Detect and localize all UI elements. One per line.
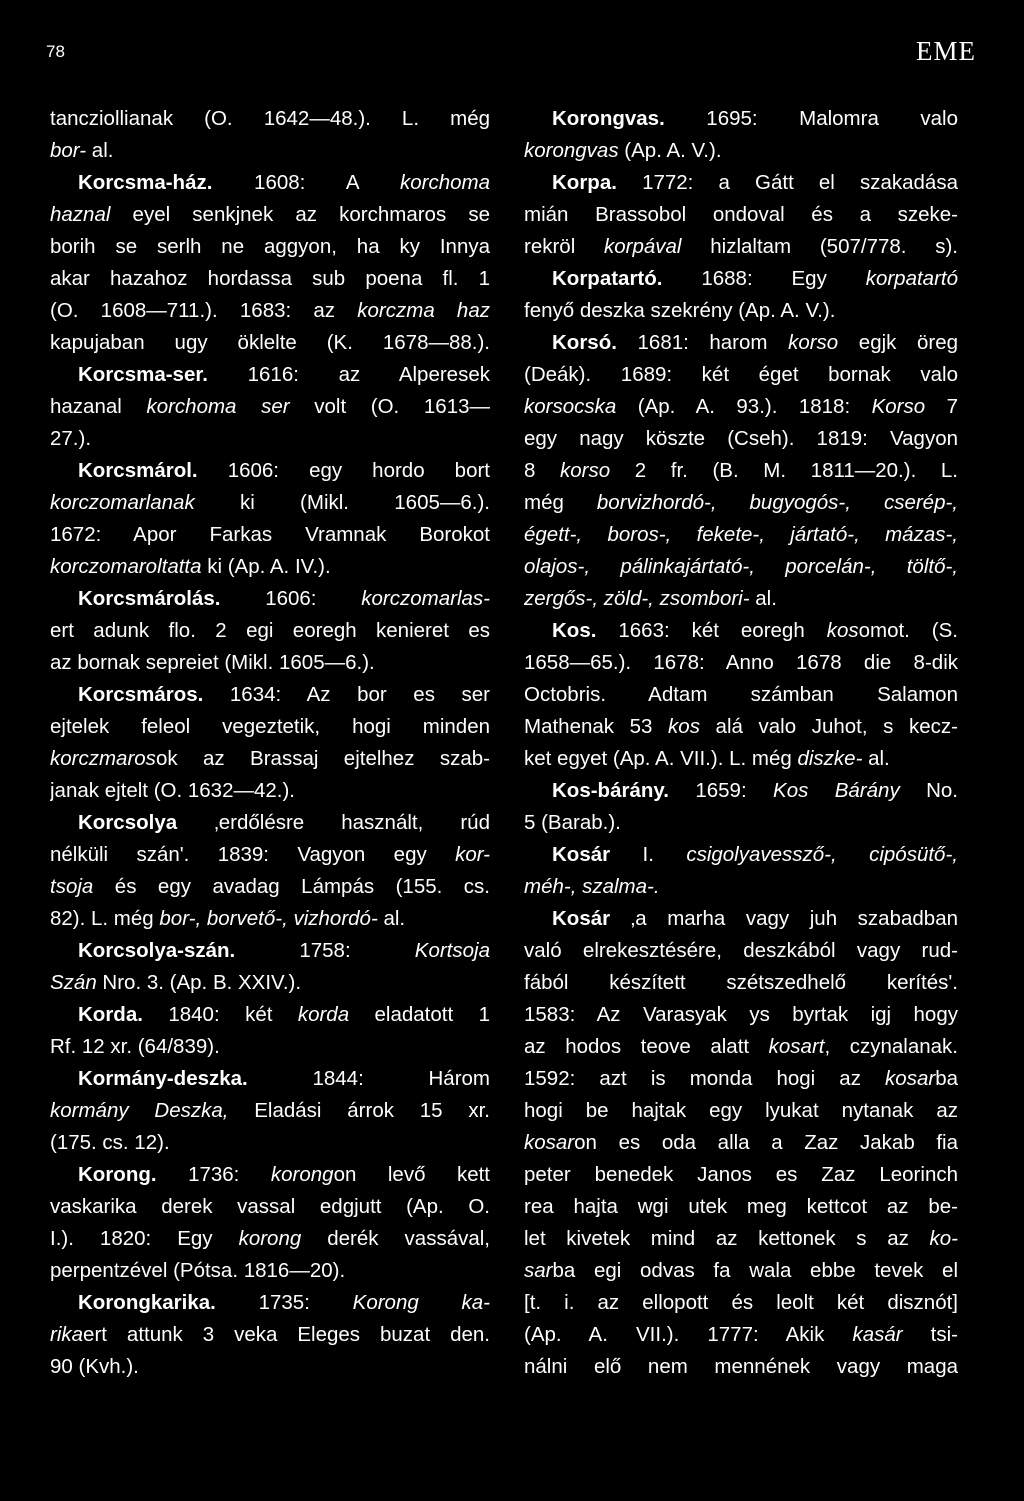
text-segment: volt (O. 1613— (289, 395, 490, 418)
page-number: 78 (46, 42, 65, 61)
text-line (524, 1223, 958, 1255)
text-line (50, 423, 490, 455)
entry-headword: Korongkarika. (78, 1291, 216, 1314)
italic-text: korczomarlanak (50, 491, 195, 514)
text-segment: mián Brassobol ondoval és a szeke- (524, 203, 958, 226)
text-line (524, 1031, 958, 1063)
text-segment: on es oda alla a Zaz Jakab fia (574, 1131, 958, 1154)
text-segment: Nro. 3. (Ap. B. XXIV.). (96, 971, 302, 994)
text-line (50, 103, 490, 135)
italic-text: korchoma (399, 171, 490, 194)
text-line (524, 1319, 958, 1351)
entry-headword: Korsó. (552, 331, 617, 354)
text-segment: kapujaban ugy öklelte (K. 1678—88.). (50, 331, 490, 354)
text-line (524, 871, 958, 903)
italic-text: borvizhordó-, bugyogós-, cserép-, (596, 491, 958, 514)
text-segment: ert attunk 3 veka Eleges buzat den. (83, 1323, 490, 1346)
text-segment: tsi- (902, 1323, 958, 1346)
italic-text: zergős-, zöld-, zsombori- (524, 587, 750, 610)
text-line (50, 135, 490, 167)
text-segment: hizlaltam (507/778. s). (681, 235, 958, 258)
entry-headword: Korcsmáros. (78, 683, 204, 706)
text-segment: ki (Mikl. 1605—6.). (194, 491, 490, 514)
text-segment: fenyő deszka szekrény (Ap. A. V.). (524, 299, 836, 322)
text-line (50, 775, 490, 807)
text-segment: (Ap. A. 93.). 1818: (616, 395, 872, 418)
text-line (50, 327, 490, 359)
text-line (50, 1319, 490, 1351)
text-line (524, 1127, 958, 1159)
italic-text: csigolyavessző-, cipósütő-, (686, 843, 958, 866)
text-segment: 1844: Három (247, 1067, 490, 1090)
text-line (50, 1159, 490, 1191)
text-line (50, 1127, 490, 1159)
entry-headword: Kos. (552, 619, 597, 642)
text-segment: egy nagy köszte (Cseh). 1819: Vagyon (524, 427, 958, 450)
text-line (50, 1063, 490, 1095)
text-segment: 7 (925, 395, 958, 418)
text-segment: 1736: (156, 1163, 271, 1186)
entry-headword: Kosár (552, 843, 611, 866)
text-segment: (175. cs. 12). (50, 1131, 170, 1154)
right-column (524, 103, 958, 1383)
text-line (524, 1351, 958, 1383)
text-segment: tancziollianak (O. 1642—48.). L. még (50, 107, 490, 130)
text-line (50, 679, 490, 711)
text-segment: 1658—65.). 1678: Anno 1678 die 8-dik (524, 651, 958, 674)
text-line (524, 263, 958, 295)
text-line (524, 711, 958, 743)
text-segment: 1583: Az Varasyak ys byrtak igj hogy (524, 1003, 958, 1026)
italic-text: kormány Deszka, (50, 1099, 229, 1122)
entry-headword: Korpa. (552, 171, 617, 194)
text-segment: alá valo Juhot, s kecz- (699, 715, 958, 738)
text-segment: 1634: Az bor es ser (203, 683, 490, 706)
text-segment: 1659: (668, 779, 774, 802)
text-line (50, 615, 490, 647)
text-segment: 1772: a Gátt el szakadása (616, 171, 958, 194)
text-segment: 2 fr. (B. M. 1811—20.). L. (610, 459, 958, 482)
entry-headword: Korda. (78, 1003, 143, 1026)
text-segment: rekröl (524, 235, 604, 258)
italic-text: kasár (852, 1323, 903, 1346)
text-line (50, 1191, 490, 1223)
text-line (50, 519, 490, 551)
text-segment: fából készített szétszedhelő kerítés'. (524, 971, 958, 994)
text-segment: ert adunk flo. 2 egi eoregh kenieret es (50, 619, 490, 642)
text-segment: ket egyet (Ap. A. VII.). L. még (524, 747, 798, 770)
text-segment: I. (610, 843, 687, 866)
text-segment: let kivetek mind az kettonek s az (524, 1227, 930, 1250)
text-segment: akar hazahoz hordassa sub poena fl. 1 (50, 267, 490, 290)
text-segment: borih se serlh ne aggyon, ha ky Innya (50, 235, 490, 258)
text-line (50, 199, 490, 231)
text-segment: ki (Ap. A. IV.). (201, 555, 331, 578)
italic-text: kosar (524, 1131, 575, 1154)
text-segment: I.). 1820: Egy (50, 1227, 239, 1250)
text-line (50, 455, 490, 487)
entry-headword: Kos-bárány. (552, 779, 669, 802)
journal-mark: EME (916, 36, 976, 66)
text-line (50, 583, 490, 615)
text-line (524, 327, 958, 359)
entry-headword: Korcsma-ser. (78, 363, 208, 386)
text-line (50, 551, 490, 583)
italic-text: kosar (885, 1067, 936, 1090)
text-segment: 8 (524, 459, 561, 482)
text-line (50, 999, 490, 1031)
text-segment: ‚a marha vagy juh szabadban (610, 907, 958, 930)
text-segment: ok az Brassaj ejtelhez szab- (155, 747, 490, 770)
text-line (524, 647, 958, 679)
text-segment: 1672: Apor Farkas Vramnak Borokot (50, 523, 490, 546)
text-line (524, 999, 958, 1031)
text-line (50, 487, 490, 519)
text-line (524, 551, 958, 583)
text-segment: 27.). (50, 427, 92, 450)
text-line (524, 167, 958, 199)
italic-text: rika (50, 1323, 84, 1346)
text-segment: 5 (Barab.). (524, 811, 621, 834)
italic-text: olajos-, pálinkajártató-, porcelán-, töltő-, (524, 555, 958, 578)
text-segment: Rf. 12 xr. (64/839). (50, 1035, 220, 1058)
text-segment: az hodos teove alatt (524, 1035, 769, 1058)
text-line (524, 1159, 958, 1191)
italic-text: égett-, boros-, fekete-, jártató-, mázas-, (524, 523, 958, 546)
text-line (524, 775, 958, 807)
italic-text: kos (668, 715, 700, 738)
text-segment: 1608: A (212, 171, 400, 194)
text-line (524, 1095, 958, 1127)
entry-headword: Korpatartó. (552, 267, 663, 290)
italic-text: bor-, borvető-, vizhordó- (159, 907, 378, 930)
text-segment: al. (86, 139, 114, 162)
text-line (524, 231, 958, 263)
entry-headword: Korongvas. (552, 107, 665, 130)
text-line (50, 1095, 490, 1127)
text-segment: vaskarika derek vassal edgjutt (Ap. O. (50, 1195, 490, 1218)
italic-text: Kortsoja (414, 939, 490, 962)
text-segment: 1688: Egy (662, 267, 866, 290)
text-segment: való elrekesztésére, deszkából vagy rud- (524, 939, 958, 962)
text-segment: (O. 1608—711.). 1683: az (50, 299, 358, 322)
italic-text: ko- (929, 1227, 958, 1250)
text-segment: al. (377, 907, 406, 930)
text-line (524, 615, 958, 647)
italic-text: Szán (50, 971, 97, 994)
text-line (50, 167, 490, 199)
italic-text: Korso (871, 395, 926, 418)
text-line (50, 231, 490, 263)
text-line (524, 487, 958, 519)
text-segment: még (524, 491, 597, 514)
text-segment: peter benedek Janos es Zaz Leorinch (524, 1163, 958, 1186)
text-segment: ba (935, 1067, 958, 1090)
text-segment: és egy avadag Lámpás (155. cs. (93, 875, 490, 898)
text-line (50, 1031, 490, 1063)
text-segment: (Ap. A. VII.). 1777: Akik (524, 1323, 853, 1346)
italic-text: diszke- (797, 747, 863, 770)
text-line (524, 455, 958, 487)
text-line (524, 135, 958, 167)
text-line (50, 1255, 490, 1287)
text-line (524, 1063, 958, 1095)
italic-text: korchoma ser (146, 395, 290, 418)
italic-text: korda (297, 1003, 350, 1026)
italic-text: korong (270, 1163, 334, 1186)
entry-headword: Korcsolya-szán. (78, 939, 236, 962)
entry-headword: Kosár (552, 907, 611, 930)
text-line (50, 711, 490, 743)
text-line (524, 295, 958, 327)
text-line (50, 967, 490, 999)
italic-text: Kos Bárány (773, 779, 900, 802)
text-segment: on levő kett (333, 1163, 490, 1186)
text-segment: 1616: az Alperesek (207, 363, 490, 386)
text-segment: 1606: egy hordo bort (197, 459, 490, 482)
text-line (524, 743, 958, 775)
italic-text: korsocska (524, 395, 617, 418)
text-line (50, 871, 490, 903)
italic-text: korczma haz (357, 299, 490, 322)
text-line (50, 743, 490, 775)
text-segment: 1735: (215, 1291, 353, 1314)
italic-text: korpával (604, 235, 682, 258)
text-line (524, 423, 958, 455)
text-line (50, 391, 490, 423)
text-line (524, 967, 958, 999)
text-segment: al. (862, 747, 890, 770)
text-segment: nélküli szán'. 1839: Vagyon egy (50, 843, 456, 866)
text-segment: ejtelek feleol vegeztetik, hogi minden (50, 715, 490, 738)
text-segment: , czynalanak. (824, 1035, 958, 1058)
entry-headword: Korcsolya (78, 811, 178, 834)
text-line (50, 1351, 490, 1383)
italic-text: kosart (768, 1035, 825, 1058)
text-segment: ‚erdőlésre használt, rúd (177, 811, 490, 834)
text-line (524, 679, 958, 711)
text-line (524, 199, 958, 231)
italic-text: kos (826, 619, 859, 642)
italic-text: korpatartó (865, 267, 958, 290)
text-line (524, 583, 958, 615)
text-line (50, 263, 490, 295)
text-line (524, 839, 958, 871)
text-segment: 1592: azt is monda hogi az (524, 1067, 886, 1090)
text-segment: 90 (Kvh.). (50, 1355, 139, 1378)
text-segment: [t. i. az ellopott és leolt két disznót] (524, 1291, 958, 1314)
text-line (524, 807, 958, 839)
text-segment: rea hajta wgi utek meg kettcot az be- (524, 1195, 958, 1218)
italic-text: sar (524, 1259, 553, 1282)
text-segment: (Deák). 1689: két éget bornak valo (524, 363, 958, 386)
text-line (524, 1287, 958, 1319)
text-segment: 1758: (235, 939, 415, 962)
text-segment: az bornak sepreiet (Mikl. 1605—6.). (50, 651, 375, 674)
text-segment: 1840: két (142, 1003, 298, 1026)
italic-text: korongvas (524, 139, 619, 162)
text-segment: Eladási árrok 15 xr. (228, 1099, 490, 1122)
text-line (524, 935, 958, 967)
text-line (524, 1255, 958, 1287)
text-line (50, 935, 490, 967)
text-line (524, 903, 958, 935)
text-segment: hazanal (50, 395, 147, 418)
text-segment: omot. (S. (858, 619, 958, 642)
text-line (50, 647, 490, 679)
italic-text: korczomarlas- (361, 587, 490, 610)
text-line (50, 839, 490, 871)
italic-text: korong (238, 1227, 302, 1250)
text-line (50, 1287, 490, 1319)
italic-text: korczmaros (50, 747, 156, 770)
text-segment: 1681: harom (616, 331, 789, 354)
text-segment: 1663: két eoregh (596, 619, 827, 642)
italic-text: Korong ka- (352, 1291, 490, 1314)
italic-text: kor- (455, 843, 490, 866)
text-segment: Octobris. Adtam számban Salamon (524, 683, 958, 706)
text-line (524, 359, 958, 391)
text-line (524, 103, 958, 135)
entry-headword: Korcsmárolás. (78, 587, 221, 610)
text-segment: derék vassával, (301, 1227, 490, 1250)
text-segment: 82). L. még (50, 907, 160, 930)
text-segment: ba egi odvas fa wala ebbe tevek el (552, 1259, 958, 1282)
entry-headword: Korong. (78, 1163, 157, 1186)
text-line (50, 359, 490, 391)
italic-text: korso (788, 331, 839, 354)
text-line (524, 391, 958, 423)
italic-text: korczomaroltatta (50, 555, 202, 578)
text-segment: nálni elő nem mennének vagy maga (524, 1355, 958, 1378)
text-segment: 1695: Malomra valo (664, 107, 958, 130)
text-line (50, 295, 490, 327)
text-segment: janak ejtelt (O. 1632—42.). (50, 779, 295, 802)
text-line (50, 1223, 490, 1255)
text-segment: al. (749, 587, 777, 610)
text-segment: egjk öreg (838, 331, 958, 354)
text-line (50, 807, 490, 839)
text-segment: Mathenak 53 (524, 715, 669, 738)
entry-headword: Kormány-deszka. (78, 1067, 248, 1090)
text-line (524, 519, 958, 551)
text-segment: perpentzével (Pótsa. 1816—20). (50, 1259, 346, 1282)
text-segment: (Ap. A. V.). (618, 139, 722, 162)
italic-text: haznal (50, 203, 111, 226)
text-segment: hogi be hajtak egy lyukat nytanak az (524, 1099, 958, 1122)
italic-text: korso (560, 459, 611, 482)
text-line (524, 1191, 958, 1223)
text-segment: eyel senkjnek az korchmaros se (110, 203, 490, 226)
italic-text: tsoja (50, 875, 94, 898)
entry-headword: Korcsmárol. (78, 459, 198, 482)
italic-text: bor- (50, 139, 87, 162)
left-column (50, 103, 490, 1383)
text-segment: No. (899, 779, 958, 802)
italic-text: méh-, szalma-. (524, 875, 660, 898)
entry-headword: Korcsma-ház. (78, 171, 213, 194)
text-line (50, 903, 490, 935)
text-segment: eladatott 1 (349, 1003, 490, 1026)
text-segment: 1606: (220, 587, 362, 610)
